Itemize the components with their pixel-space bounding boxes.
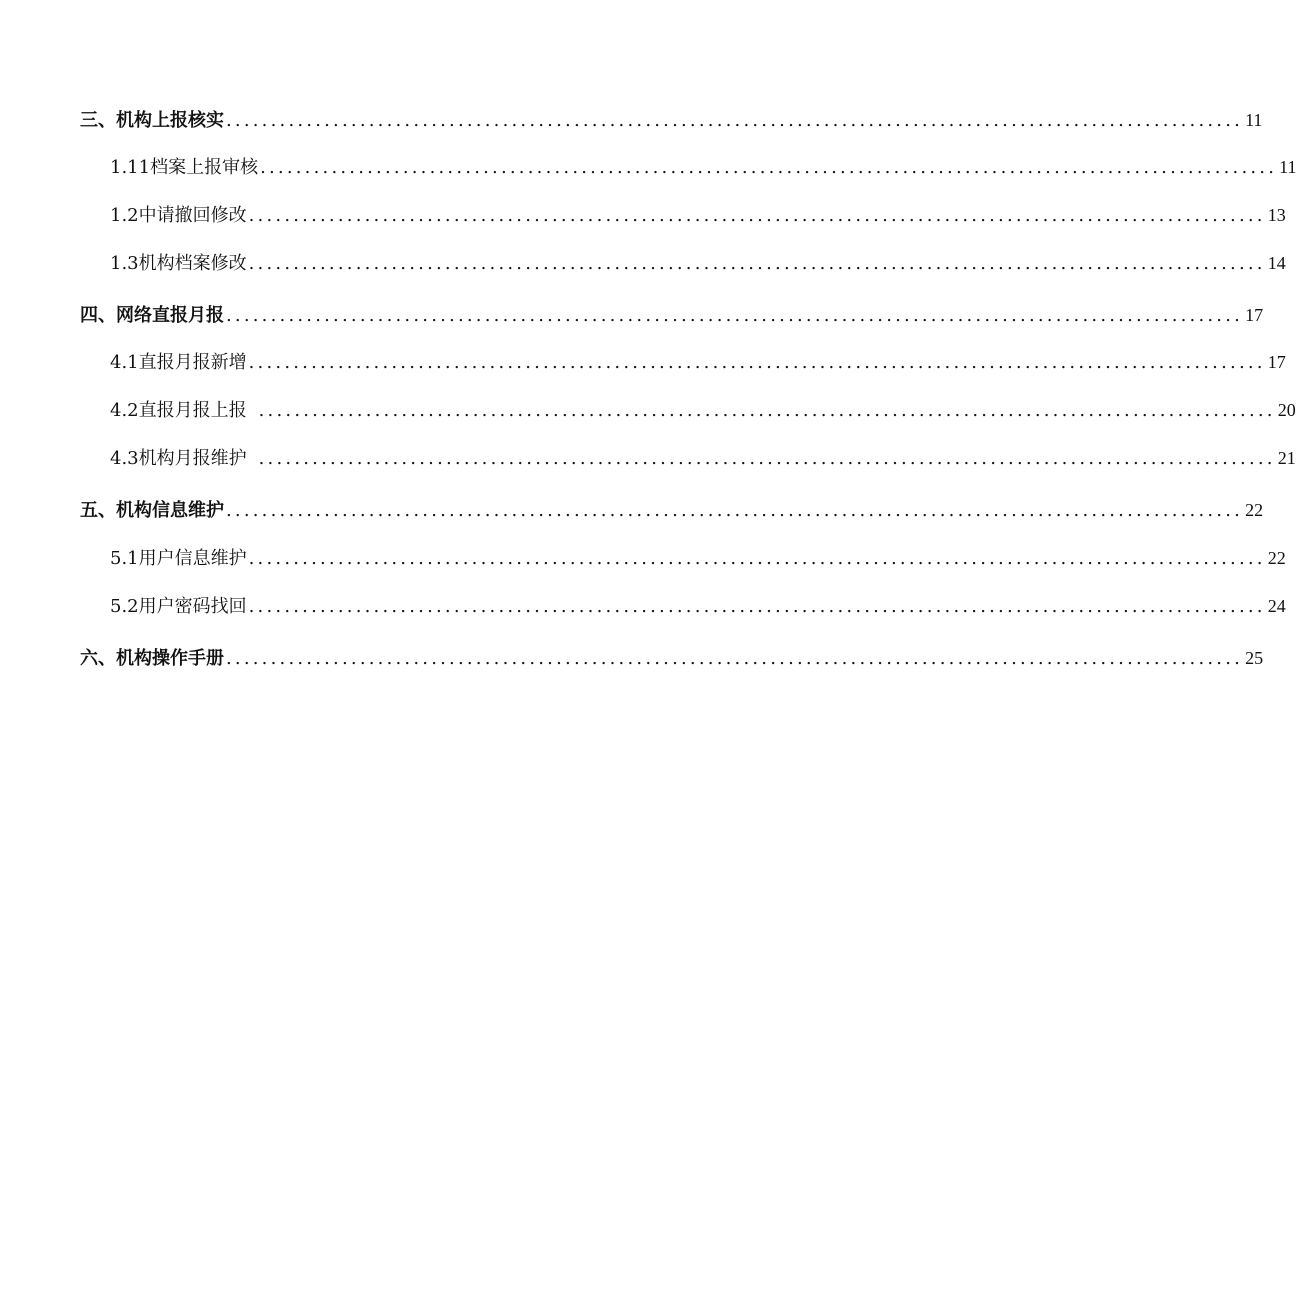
toc-dot-leader: .................................................................................................................. xyxy=(258,400,1276,421)
toc-dot-leader: .................................................................................................................. xyxy=(226,500,1244,521)
toc-entry[interactable] xyxy=(110,446,1296,470)
toc-entry-title: 机构月报维护 xyxy=(138,448,247,469)
toc-entry-page: 13 xyxy=(1267,205,1286,225)
toc-dot-leader: .................................................................................................................. xyxy=(248,205,1266,226)
toc-entry-page: 20 xyxy=(1277,400,1296,420)
toc-entry-page: 11 xyxy=(1245,110,1263,130)
toc-entry-number: 4.1 xyxy=(110,352,139,373)
toc-entry[interactable] xyxy=(80,646,1264,670)
toc-dot-leader: .................................................................................................................. xyxy=(248,548,1266,569)
toc-entry-title: 档案上报审核 xyxy=(150,157,259,178)
toc-entry[interactable] xyxy=(110,546,1286,570)
toc-dot-leader: .................................................................................................................. xyxy=(248,253,1266,274)
toc-entry-number: 五、 xyxy=(80,500,116,521)
toc-dot-leader: .................................................................................................................. xyxy=(226,305,1244,326)
toc-entry-title: 中请撤回修改 xyxy=(138,205,247,226)
toc-entry-title: 机构档案修改 xyxy=(138,253,247,274)
toc-entry[interactable] xyxy=(110,155,1297,179)
toc-entry-number: 5.1 xyxy=(110,548,139,569)
toc-entry-number: 1.3 xyxy=(110,253,139,274)
toc-entry[interactable] xyxy=(80,108,1263,132)
toc-entry-page: 24 xyxy=(1267,596,1286,616)
toc-entry[interactable] xyxy=(110,398,1296,422)
toc-entry-number: 四、 xyxy=(80,305,116,326)
toc-entry-page: 17 xyxy=(1245,305,1264,325)
toc-entry-title: 机构上报核实 xyxy=(116,110,224,131)
toc-entry-page: 22 xyxy=(1267,548,1286,568)
toc-entry-page: 14 xyxy=(1267,253,1286,273)
toc-entry-page: 25 xyxy=(1245,648,1264,668)
toc-entry-number: 4.3 xyxy=(110,448,139,469)
toc-entry-title: 直报月报新增 xyxy=(138,352,247,373)
toc-dot-leader: .................................................................................................................. xyxy=(248,352,1266,373)
toc-dot-leader: .................................................................................................................. xyxy=(260,157,1278,178)
toc-dot-leader: .................................................................................................................. xyxy=(258,448,1276,469)
toc-dot-leader: .................................................................................................................. xyxy=(248,596,1266,617)
toc-entry-number: 三、 xyxy=(80,110,116,131)
toc-entry[interactable] xyxy=(80,498,1264,522)
toc-entry-number: 六、 xyxy=(80,648,116,669)
toc-entry[interactable] xyxy=(80,303,1264,327)
toc-dot-leader: .................................................................................................................. xyxy=(226,110,1244,131)
toc-entry[interactable] xyxy=(110,203,1286,227)
toc-entry-number: 1.2 xyxy=(110,205,139,226)
toc-entry-title: 机构信息维护 xyxy=(116,500,224,521)
toc-entry-page: 21 xyxy=(1277,448,1296,468)
toc-entry-number: 4.2 xyxy=(110,400,139,421)
toc-entry-page: 11 xyxy=(1279,157,1297,177)
toc-entry[interactable] xyxy=(110,594,1286,618)
toc-entry[interactable] xyxy=(110,350,1286,374)
toc-entry-number: 5.2 xyxy=(110,596,139,617)
toc-entry-page: 22 xyxy=(1245,500,1264,520)
toc-entry[interactable] xyxy=(110,251,1286,275)
toc-dot-leader: .................................................................................................................. xyxy=(226,648,1244,669)
toc-entry-title: 直报月报上报 xyxy=(138,400,247,421)
toc-entry-page: 17 xyxy=(1267,352,1286,372)
toc-entry-title: 用户密码找回 xyxy=(138,596,247,617)
toc-entry-title: 用户信息维护 xyxy=(138,548,247,569)
toc-entry-title: 网络直报月报 xyxy=(116,305,224,326)
toc-entry-number: 1.11 xyxy=(110,157,151,178)
toc-entry-title: 机构操作手册 xyxy=(116,648,224,669)
